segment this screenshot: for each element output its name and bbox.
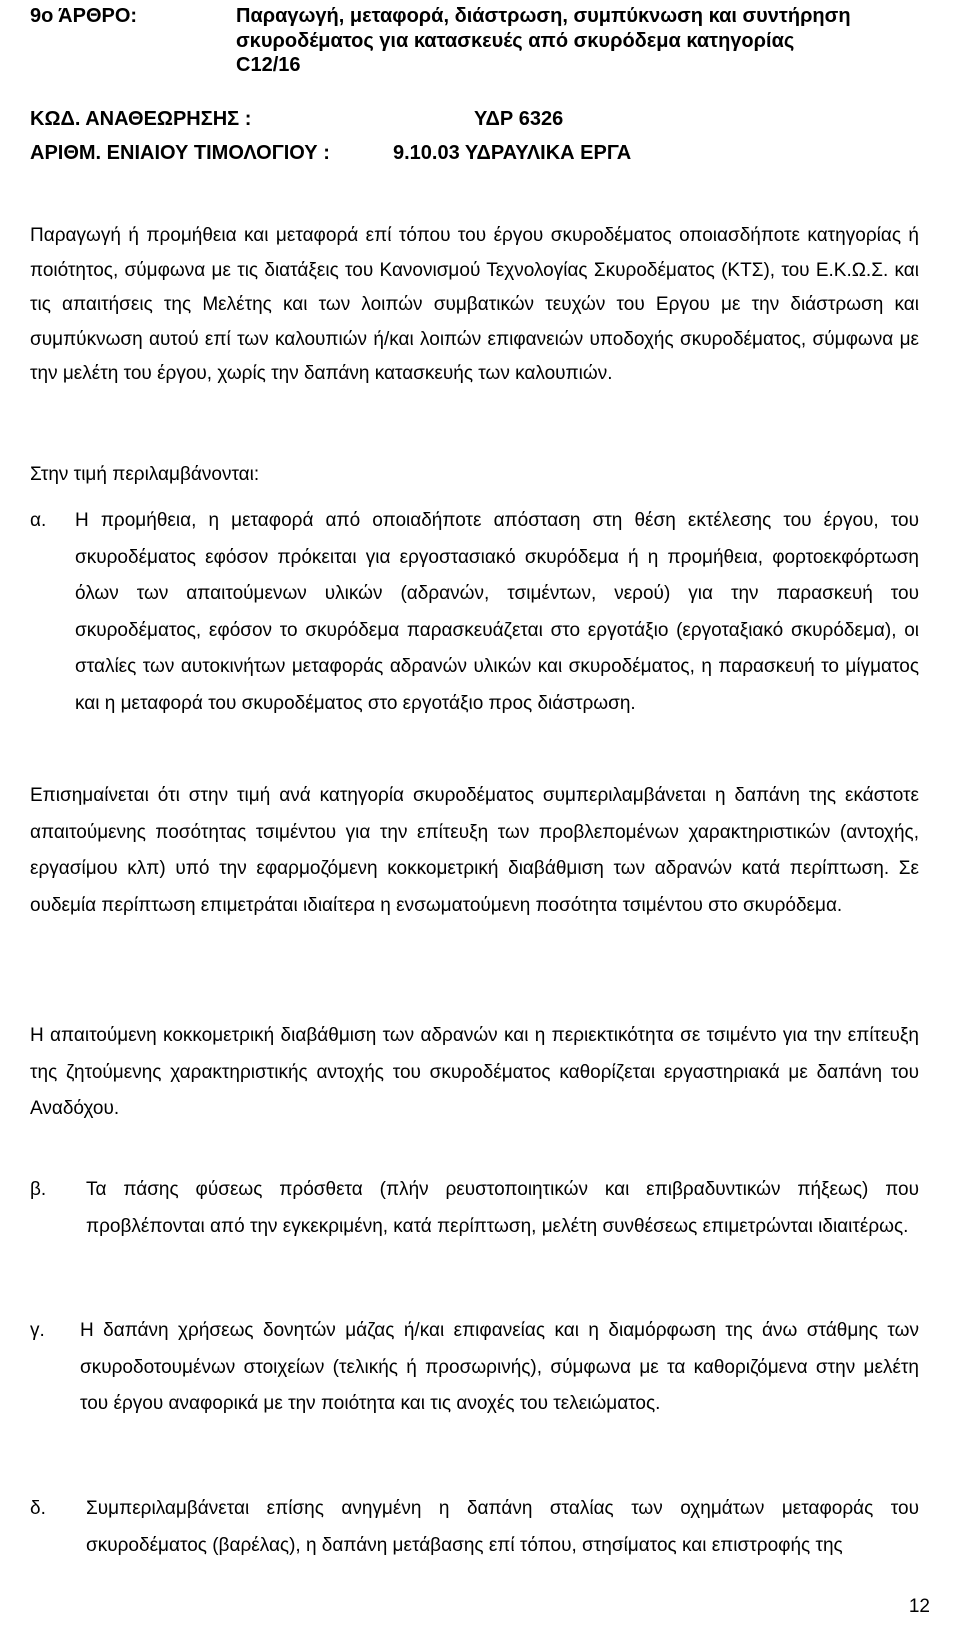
list-item-c xyxy=(30,1313,919,1423)
list-text-b: Τα πάσης φύσεως πρόσθετα (πλήν ρευστοποιητικών και επιβραδυντικών πήξεως) που προβλέπονται από την εγκεκριμένη, κατά περίπτωση, μελέτη συνθέσεως επιμετρώνται ιδιαιτέρως. xyxy=(86,1179,919,1237)
note-paragraph: Επισημαίνεται ότι στην τιμή ανά κατηγορία σκυροδέματος συμπεριλαμβάνεται η δαπάνη της εκάστοτε απαιτούμενης ποσότητας τσιμέντου για την επίτευξη των προβλεπομένων χαρακτηριστικών (αντοχής, εργασίμου κλπ) υπό την εφαρμοζόμενη κοκκομετρική διαβάθμιση των αδρανών κατά περίπτωση. Σε ουδεμία περίπτωση επιμετράται ιδιαίτερα η ενσωματούμενη ποσότητα τσιμέντου στο σκυρόδεμα. xyxy=(30,785,919,916)
list-text-a: Η προμήθεια, η μεταφορά από οποιαδήποτε απόσταση στη θέση εκτέλεσης του έργου, του σκυροδέματος εφόσον πρόκειται για εργοστασιακό σκυρόδεμα ή η προμήθεια, φορτοεκφόρτωση όλων των απαιτούμενων υλικών (αδρανών, τσιμέντων, νερού) για την παρασκευή του σκυροδέματος, εφόσον το σκυρόδεμα παρασκευάζεται στο εργοτάξιο (εργοταξιακό σκυρόδεμα), οι σταλίες των αυτοκινήτων μεταφοράς αδρανών υλικών και σκυροδέματος, η παρασκευή το μίγματος και η μεταφορά του σκυροδέματος στο εργοτάξιο προς διάστρωση. xyxy=(75,510,919,714)
list-item-a xyxy=(30,503,919,722)
page-number: 12 xyxy=(908,1596,930,1617)
article-title-line-2: σκυροδέματος για κατασκευές από σκυρόδεμα κατηγορίας xyxy=(236,30,795,52)
includes-heading: Στην τιμή περιλαμβάνονται: xyxy=(30,464,260,485)
unit-price-number-label: ΑΡΙΘΜ. ΕΝΙΑΙΟΥ ΤΙΜΟΛΟΓΙΟΥ : xyxy=(30,142,330,164)
grading-paragraph: Η απαιτούμενη κοκκομετρική διαβάθμιση των αδρανών και η περιεκτικότητα σε τσιμέντο για την επίτευξη της ζητούμενης χαρακτηριστικής αντοχής του σκυροδέματος καθορίζεται εργαστηριακά με δαπάνη του Αναδόχου. xyxy=(30,1025,919,1119)
list-item-b xyxy=(30,1172,919,1245)
article-title-line-3: C12/16 xyxy=(236,54,301,76)
list-text-c: Η δαπάνη χρήσεως δονητών μάζας ή/και επιφανείας και η διαμόρφωση της άνω στάθμης των σκυροδοτουμένων στοιχείων (τελικής ή προσωρινής), σύμφωνα με τα καθοριζόμενα στην μελέτη του έργου αναφορικά με την ποιότητα και τις ανοχές του τελειώματος. xyxy=(80,1320,919,1414)
article-title-line-1: Παραγωγή, μεταφορά, διάστρωση, συμπύκνωση και συντήρηση xyxy=(236,5,851,27)
revision-code-value: ΥΔΡ 6326 xyxy=(474,108,564,130)
revision-code-label: ΚΩΔ. ΑΝΑΘΕΩΡΗΣΗΣ : xyxy=(30,108,252,130)
list-text-d: Συμπεριλαμβάνεται επίσης ανηγμένη η δαπάνη σταλίας των οχημάτων μεταφοράς του σκυροδέματος (βαρέλας), η δαπάνη μετάβασης επί τόπου, στησίματος και επιστροφής της xyxy=(86,1498,919,1556)
list-marker-a: α. xyxy=(30,510,47,531)
list-item-d xyxy=(30,1491,919,1564)
intro-paragraph: Παραγωγή ή προμήθεια και μεταφορά επί τόπου του έργου σκυροδέματος οποιασδήποτε κατηγορίας ή ποιότητος, σύμφωνα με τις διατάξεις του Κανονισμού Τεχνολογίας Σκυροδέματος (ΚΤΣ), του Ε.Κ.Ω.Σ. και τις απαιτήσεις της Μελέτης και των λοιπών συμβατικών τευχών του Εργου με την διάστρωση και συμπύκνωση αυτού επί των καλουπιών ή/και λοιπών επιφανειών υποδοχής σκυροδέματος, σύμφωνα με την μελέτη του έργου, χωρίς την δαπάνη κατασκευής των καλουπιών. xyxy=(30,225,919,384)
list-marker-c: γ. xyxy=(30,1320,45,1341)
article-label: 9ο ΆΡΘΡΟ: xyxy=(30,5,138,27)
unit-price-number-value: 9.10.03 ΥΔΡΑΥΛΙΚΑ ΕΡΓΑ xyxy=(393,142,632,164)
list-marker-d: δ. xyxy=(30,1498,46,1519)
list-marker-b: β. xyxy=(30,1179,47,1200)
